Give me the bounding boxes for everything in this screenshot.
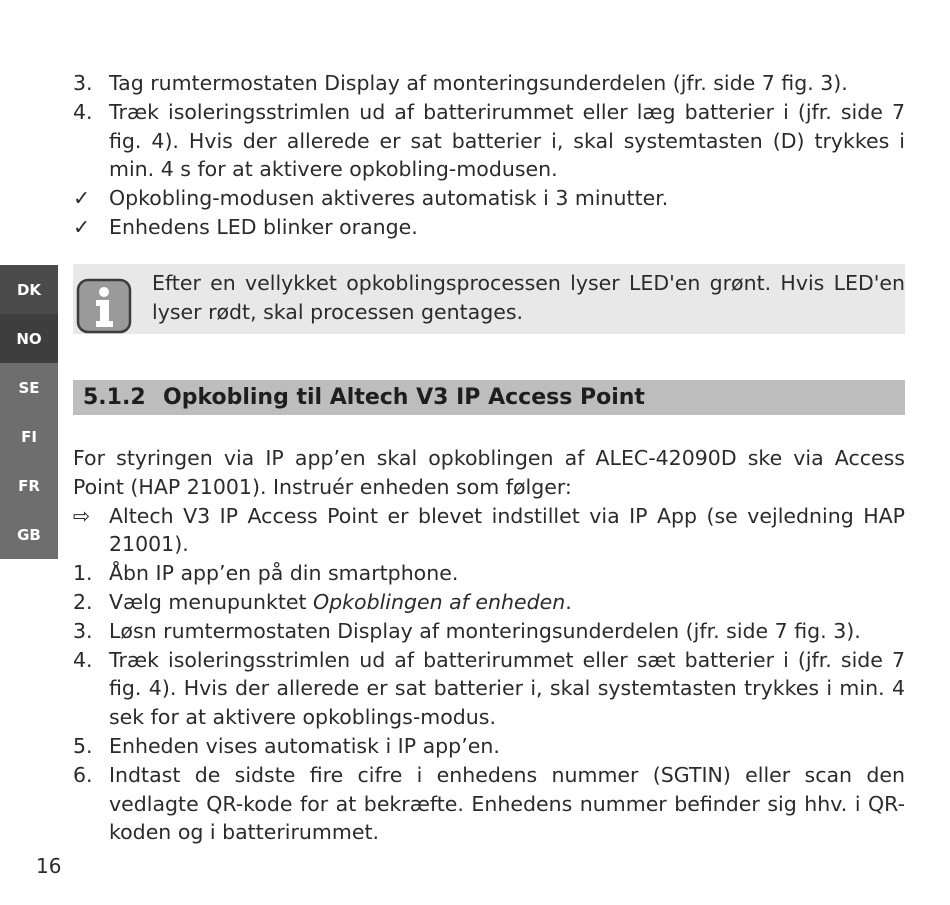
section-body xyxy=(73,444,905,847)
menu-item-name: Opkoblingen af enheden xyxy=(313,589,566,614)
list-text: Løsn rumtermostaten Display af monteringsunderdelen (jfr. side 7 fig. 3). xyxy=(109,618,861,643)
tab-no[interactable]: NO xyxy=(0,314,58,363)
language-tabs xyxy=(0,265,58,559)
tab-fi[interactable]: FI xyxy=(0,412,58,461)
section-heading xyxy=(73,380,905,415)
list-item xyxy=(73,761,905,847)
list-text: Tag rumtermostaten Display af monteringsunderdelen (jfr. side 7 fig. 3). xyxy=(109,71,848,95)
list-marker: 1. xyxy=(73,561,93,586)
list-marker: 5. xyxy=(73,733,93,758)
list-marker: 4. xyxy=(73,99,93,124)
list-marker: 3. xyxy=(73,71,93,95)
top-step-list xyxy=(73,69,905,242)
list-item xyxy=(73,732,905,761)
section-title: Opkobling til Altech V3 IP Access Point xyxy=(163,385,645,410)
page-number: 16 xyxy=(36,854,62,878)
list-text: Træk isoleringsstrimlen ud af batterirummet eller sæt batterier i (jfr. side 7 fig. 4). Hvis der allerede er sat batterier i, skal systemtasten trykkes i min. 4 sek for at aktivere opkoblings-modus. xyxy=(109,647,905,730)
info-text: Efter en vellykket opkoblingsprocessen lyser LED'en grønt. Hvis LED'en lyser rødt, skal processen gentages. xyxy=(152,271,905,324)
list-text: Opkobling-modusen aktiveres automatisk i 3 minutter. xyxy=(109,186,669,211)
list-text xyxy=(109,588,905,617)
list-item xyxy=(73,69,905,98)
check-icon: ✓ xyxy=(73,214,91,239)
list-text: Enhedens LED blinker orange. xyxy=(109,214,418,239)
list-marker: 2. xyxy=(73,589,93,614)
list-item xyxy=(73,502,905,560)
tab-dk[interactable]: DK xyxy=(0,265,58,314)
info-note xyxy=(73,264,905,334)
list-item xyxy=(73,184,905,213)
arrow-icon: ⇨ xyxy=(73,503,91,528)
list-item xyxy=(73,617,905,646)
list-marker: 3. xyxy=(73,618,93,643)
text-before: Vælg menupunktet xyxy=(109,589,314,614)
list-text: Åbn IP app’en på din smartphone. xyxy=(109,561,459,586)
list-text: Indtast de sidste fire cifre i enhedens nummer (SGTIN) eller scan den vedlagte QR-kode for at bekræfte. Enhedens nummer befinder sig hhv. i QR-koden og i batterirummet. xyxy=(109,762,905,845)
intro-paragraph: For styringen via IP app’en skal opkoblingen af ALEC-42090D ske via Access Point (HAP 21001). Instruér enheden som følger: xyxy=(73,446,905,499)
list-text: Træk isoleringsstrimlen ud af batterirummet eller læg batterier i (jfr. side 7 fig. 4). Hvis der allerede er sat batterier i, skal systemtasten (D) trykkes i min. 4 s for at aktivere opkobling-modusen. xyxy=(109,99,905,182)
list-item xyxy=(73,98,905,184)
text-after: . xyxy=(565,589,572,614)
list-text: Altech V3 IP Access Point er blevet indstillet via IP App (se vejledning HAP 21001). xyxy=(109,503,905,557)
tab-se[interactable]: SE xyxy=(0,363,58,412)
list-marker: 6. xyxy=(73,762,93,787)
tab-gb[interactable]: GB xyxy=(0,510,58,559)
list-item xyxy=(73,213,905,242)
list-marker: 4. xyxy=(73,647,93,672)
list-item xyxy=(73,646,905,732)
info-icon xyxy=(76,278,132,334)
list-item xyxy=(73,559,905,588)
section-number: 5.1.2 xyxy=(83,385,146,410)
check-icon: ✓ xyxy=(73,186,91,211)
list-text: Enheden vises automatisk i IP app’en. xyxy=(109,733,500,758)
tab-fr[interactable]: FR xyxy=(0,461,58,510)
list-item xyxy=(73,588,905,617)
